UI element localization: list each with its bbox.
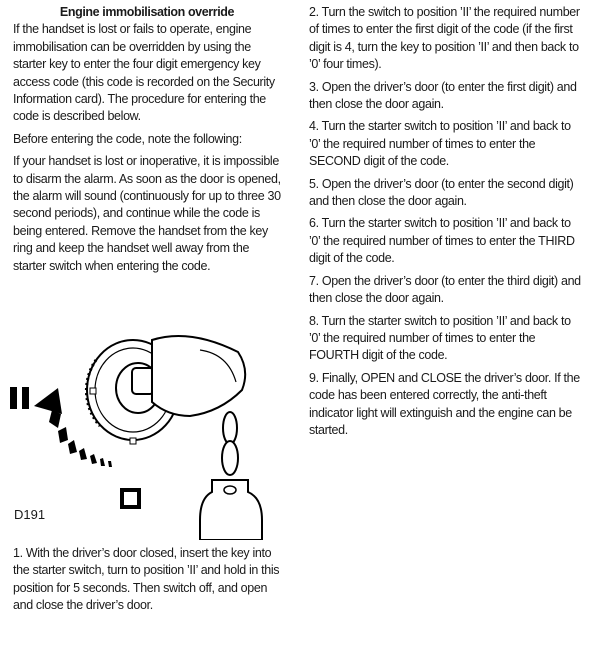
key-icon bbox=[132, 336, 262, 540]
note-body-paragraph: If your handset is lost or inoperative, it is impossible to disarm the alarm. As soon as the door is opened, the alarm will sound (continuously for up to three 30 second periods), and continue while the code is being entered. Remove the handset from the key ring and keep the handset well away from the starter switch when entering the code. bbox=[13, 154, 281, 273]
step-8: 8. Turn the starter switch to position ’II’ and back to ’0’ the required number of times to enter the FOURTH digit of the code. bbox=[309, 313, 571, 363]
section-heading: Engine immobilisation override bbox=[59, 5, 235, 19]
step-6: 6. Turn the starter switch to position ’II’ and back to ’0’ the required number of times to enter the THIRD digit of the code. bbox=[309, 216, 575, 266]
step-5: 5. Open the driver’s door (to enter the second digit) and then close the door again. bbox=[309, 176, 574, 209]
step-9: 9. Finally, OPEN and CLOSE the driver’s door. If the code has been entered correctly, the anti-theft indicator light will extinguish and the engine can be started. bbox=[309, 370, 580, 437]
left-column bbox=[13, 4, 281, 280]
step-2: 2. Turn the switch to position ’II’ the required number of times to enter the first digit of the code (if the first digit is 4, turn the key to position ’II’ and then back to ’0’ four times). bbox=[309, 5, 580, 72]
step-3: 3. Open the driver’s door (to enter the first digit) and then close the door again. bbox=[309, 79, 577, 112]
position-two-marker bbox=[10, 387, 29, 409]
note-intro-paragraph: Before entering the code, note the following: bbox=[13, 131, 242, 146]
figure-caption: D191 bbox=[14, 507, 46, 522]
step-4: 4. Turn the starter switch to position ’II’ and back to ’0’ the required number of times to enter the SECOND digit of the code. bbox=[309, 119, 571, 169]
position-zero-marker bbox=[122, 490, 139, 507]
intro-paragraph: If the handset is lost or fails to operate, engine immobilisation can be overridden by using the starter key to enter the four digit emergency key access code (this code is recorded on the Security Information card). The procedure for entering the code is described below. bbox=[13, 22, 275, 124]
right-column bbox=[309, 4, 581, 444]
step-7: 7. Open the driver’s door (to enter the third digit) and then close the door again. bbox=[309, 273, 581, 306]
step-1: 1. With the driver’s door closed, insert the key into the starter switch, turn to position ’II’ and hold in this position for 5 seconds. Then switch off, and open and close the driver’s door. bbox=[13, 546, 280, 613]
